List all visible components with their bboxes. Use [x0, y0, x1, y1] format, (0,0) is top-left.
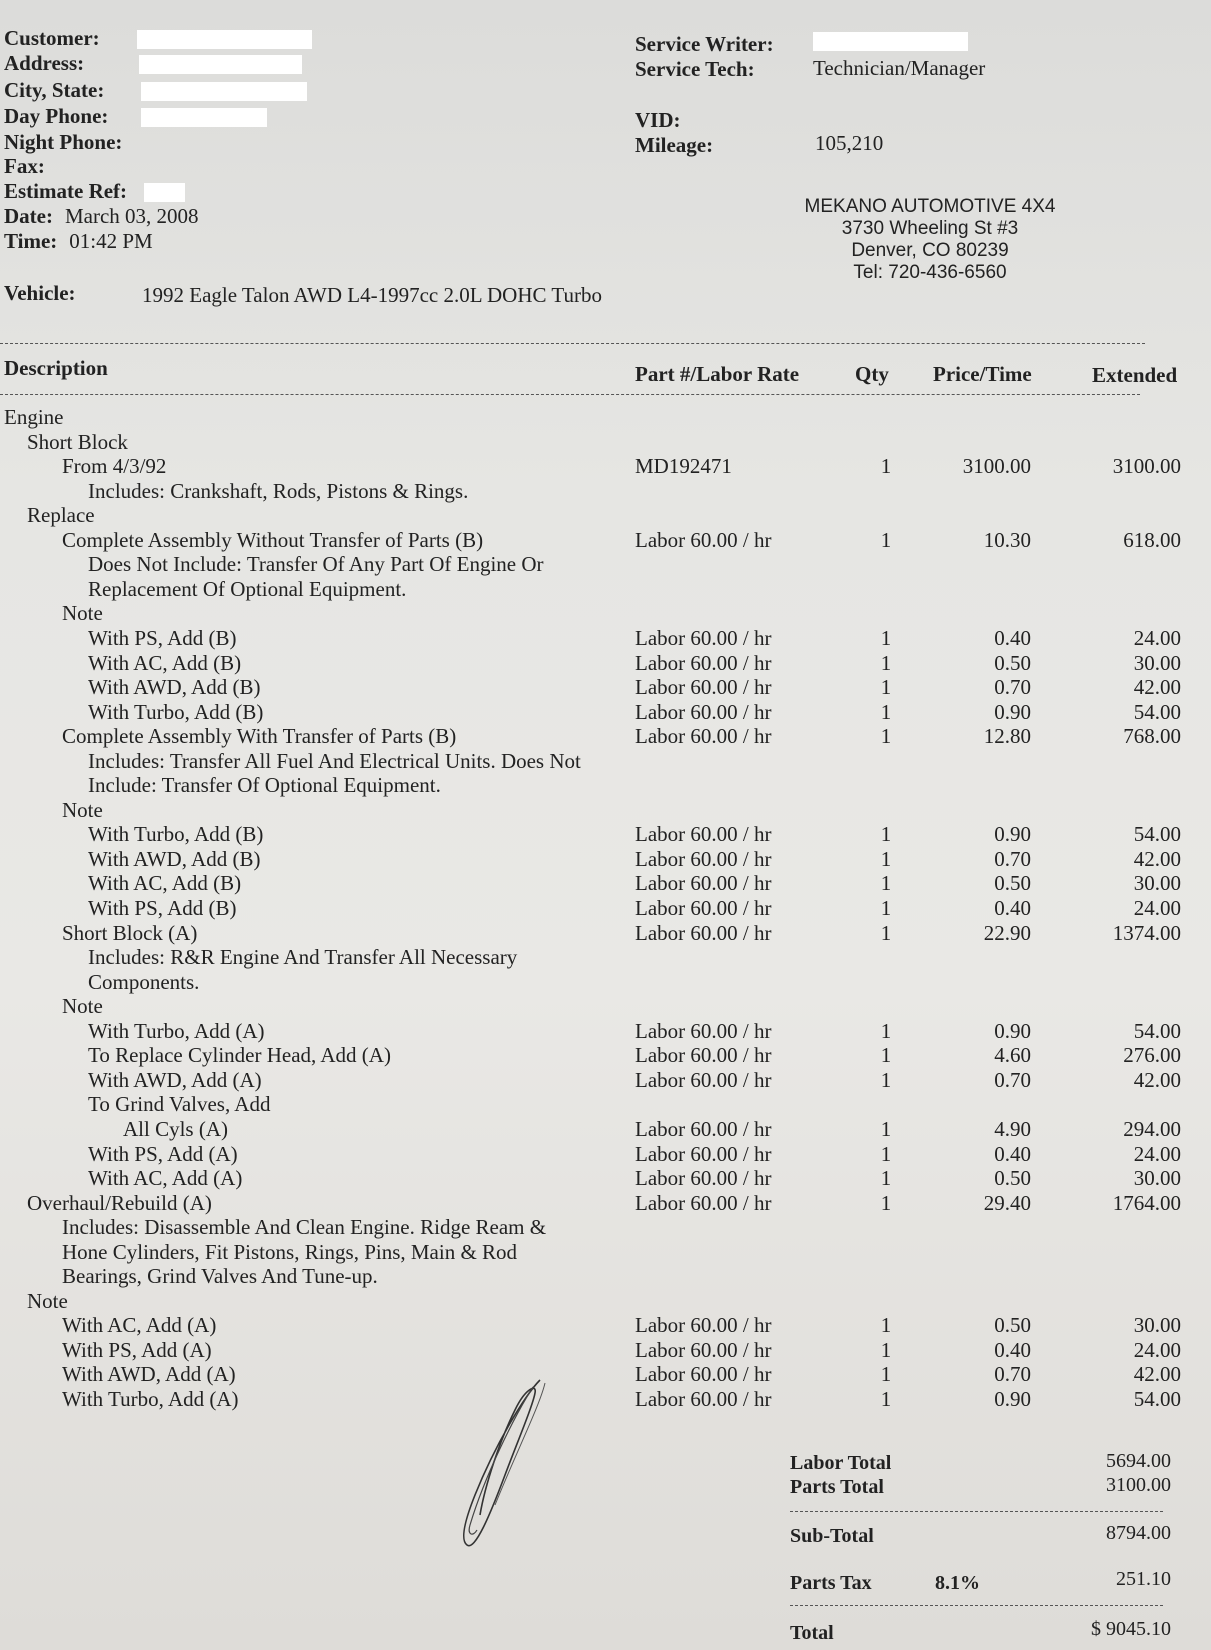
- line-qty: 1: [880, 1043, 892, 1068]
- line-part-labor-rate: Labor 60.00 / hr: [635, 1067, 772, 1092]
- time-label: Time:: [4, 229, 58, 253]
- line-item-row: [0, 577, 1211, 601]
- line-item-row: [0, 1264, 1211, 1288]
- line-item-row: [0, 1191, 1211, 1215]
- column-price-time: Price/Time: [933, 362, 1032, 386]
- totals-divider-2: [790, 1605, 1163, 1606]
- line-qty: 1: [880, 846, 892, 871]
- line-item-row: [0, 675, 1211, 699]
- line-item-row: [0, 405, 1211, 429]
- line-part-labor-rate: Labor 60.00 / hr: [635, 1116, 772, 1141]
- line-extended: 768.00: [1123, 724, 1181, 749]
- line-price-time: 0.70: [994, 1362, 1031, 1387]
- line-qty: 1: [880, 527, 892, 552]
- line-extended: 276.00: [1123, 1043, 1181, 1068]
- line-item-row: [0, 847, 1211, 871]
- parts-tax-rate: 8.1%: [935, 1572, 980, 1594]
- service-tech-value: Technician/Manager: [813, 56, 986, 80]
- column-qty: Qty: [855, 362, 889, 386]
- line-item-row: [0, 1215, 1211, 1239]
- fax-label: Fax:: [4, 154, 45, 178]
- line-extended: 1374.00: [1112, 920, 1181, 945]
- line-description: With PS, Add (B): [88, 625, 237, 650]
- line-description: Short Block (A): [62, 920, 198, 945]
- line-item-row: [0, 1092, 1211, 1116]
- line-price-time: 3100.00: [962, 454, 1031, 479]
- line-description: Overhaul/Rebuild (A): [27, 1190, 212, 1215]
- line-description: From 4/3/92: [62, 454, 167, 479]
- line-item-row: [0, 700, 1211, 724]
- line-part-labor-rate: Labor 60.00 / hr: [635, 1043, 772, 1068]
- line-qty: 1: [880, 699, 892, 724]
- line-qty: 1: [880, 1337, 892, 1362]
- total-value: $ 9045.10: [1091, 1618, 1171, 1640]
- line-part-labor-rate: Labor 60.00 / hr: [635, 896, 772, 920]
- line-description: Engine: [4, 405, 64, 429]
- day-phone-label: Day Phone:: [4, 104, 109, 128]
- line-price-time: 0.90: [994, 699, 1031, 724]
- line-description: Includes: Transfer All Fuel And Electrical Units. Does Not: [88, 748, 581, 773]
- line-price-time: 0.90: [994, 822, 1031, 847]
- line-qty: 1: [880, 650, 892, 675]
- line-extended: 42.00: [1133, 675, 1181, 700]
- line-description: Replace: [27, 503, 95, 528]
- subtotal-label: Sub-Total: [790, 1525, 874, 1547]
- line-description: Note: [62, 601, 103, 626]
- line-extended: 24.00: [1133, 896, 1181, 920]
- line-qty: 1: [880, 1313, 892, 1338]
- line-extended: 1764.00: [1112, 1190, 1181, 1215]
- line-item-row: [0, 454, 1211, 478]
- line-description: Hone Cylinders, Fit Pistons, Rings, Pins, Main & Rod: [62, 1239, 518, 1264]
- line-price-time: 0.90: [994, 1387, 1031, 1411]
- line-description: With AWD, Add (A): [88, 1067, 262, 1092]
- line-description: All Cyls (A): [123, 1116, 228, 1141]
- line-item-row: [0, 1068, 1211, 1092]
- line-qty: 1: [880, 625, 892, 650]
- line-item-row: [0, 1289, 1211, 1313]
- line-extended: 54.00: [1133, 699, 1181, 724]
- line-item-row: [0, 1043, 1211, 1067]
- customer-label: Customer:: [4, 26, 100, 50]
- line-part-labor-rate: Labor 60.00 / hr: [635, 699, 772, 724]
- line-description: With PS, Add (A): [62, 1337, 212, 1362]
- line-item-row: [0, 822, 1211, 846]
- line-price-time: 0.50: [994, 650, 1031, 675]
- line-description: Note: [27, 1288, 68, 1313]
- header-divider-bottom: [0, 394, 1140, 395]
- shop-city: Denver, CO 80239: [851, 240, 1009, 261]
- totals-divider-1: [790, 1511, 1163, 1512]
- parts-total-label: Parts Total: [790, 1476, 884, 1498]
- line-extended: 42.00: [1133, 1067, 1181, 1092]
- line-extended: 42.00: [1133, 846, 1181, 871]
- line-item-row: [0, 773, 1211, 797]
- line-description: Bearings, Grind Valves And Tune-up.: [62, 1264, 378, 1289]
- line-part-labor-rate: Labor 60.00 / hr: [635, 675, 772, 700]
- line-description: To Grind Valves, Add: [88, 1092, 271, 1117]
- column-description: Description: [4, 356, 108, 380]
- time-field: [4, 229, 153, 254]
- line-part-labor-rate: Labor 60.00 / hr: [635, 625, 772, 650]
- line-part-labor-rate: Labor 60.00 / hr: [635, 1362, 772, 1387]
- city-state-label: City, State:: [4, 78, 105, 102]
- line-part-labor-rate: MD192471: [635, 454, 732, 479]
- date-label: Date:: [4, 204, 53, 228]
- vid-label: VID:: [635, 108, 681, 132]
- line-item-row: [0, 601, 1211, 625]
- column-part-labor-rate: Part #/Labor Rate: [635, 362, 800, 386]
- line-item-row: [0, 1142, 1211, 1166]
- parts-total-value: 3100.00: [1106, 1474, 1171, 1496]
- line-extended: 24.00: [1133, 1337, 1181, 1362]
- line-part-labor-rate: Labor 60.00 / hr: [635, 920, 772, 945]
- line-qty: 1: [880, 724, 892, 749]
- line-item-row: [0, 1240, 1211, 1264]
- shop-street: 3730 Wheeling St #3: [841, 218, 1019, 239]
- line-description: With AC, Add (A): [62, 1313, 217, 1338]
- line-extended: 294.00: [1123, 1116, 1181, 1141]
- line-price-time: 4.60: [994, 1043, 1031, 1068]
- line-part-labor-rate: Labor 60.00 / hr: [635, 650, 772, 675]
- subtotal-value: 8794.00: [1106, 1522, 1171, 1544]
- line-description: With AC, Add (B): [88, 871, 242, 896]
- line-extended: 30.00: [1133, 1313, 1181, 1338]
- line-part-labor-rate: Labor 60.00 / hr: [635, 871, 772, 896]
- line-extended: 30.00: [1133, 1166, 1181, 1191]
- line-item-row: [0, 1362, 1211, 1386]
- shop-phone: Tel: 720-436-6560: [853, 262, 1007, 283]
- city-state-redaction: [141, 82, 307, 101]
- line-extended: 24.00: [1133, 1141, 1181, 1166]
- line-description: To Replace Cylinder Head, Add (A): [88, 1043, 391, 1068]
- line-part-labor-rate: Labor 60.00 / hr: [635, 724, 772, 749]
- line-item-row: [0, 552, 1211, 576]
- estimate-ref-label: Estimate Ref:: [4, 179, 128, 203]
- line-part-labor-rate: Labor 60.00 / hr: [635, 1018, 772, 1043]
- line-extended: 30.00: [1133, 650, 1181, 675]
- signature-mark: [455, 1375, 565, 1555]
- address-label: Address:: [4, 51, 85, 75]
- line-item-row: [0, 1387, 1211, 1411]
- line-description: With Turbo, Add (B): [88, 699, 264, 724]
- line-extended: 54.00: [1133, 822, 1181, 847]
- line-qty: 1: [880, 1362, 892, 1387]
- line-price-time: 0.70: [994, 675, 1031, 700]
- vehicle-label: Vehicle:: [4, 281, 76, 305]
- line-part-labor-rate: Labor 60.00 / hr: [635, 527, 772, 552]
- line-qty: 1: [880, 1190, 892, 1215]
- line-price-time: 0.40: [994, 896, 1031, 920]
- line-extended: 24.00: [1133, 625, 1181, 650]
- line-price-time: 0.40: [994, 1337, 1031, 1362]
- mileage-value: 105,210: [815, 131, 884, 155]
- line-qty: 1: [880, 822, 892, 847]
- line-price-time: 29.40: [983, 1190, 1031, 1215]
- line-item-row: [0, 503, 1211, 527]
- line-part-labor-rate: Labor 60.00 / hr: [635, 846, 772, 871]
- line-qty: 1: [880, 1116, 892, 1141]
- time-value: 01:42 PM: [69, 229, 153, 253]
- line-qty: 1: [880, 1141, 892, 1166]
- line-extended: 618.00: [1123, 527, 1181, 552]
- line-item-row: [0, 798, 1211, 822]
- line-price-time: 4.90: [994, 1116, 1031, 1141]
- line-description: With AC, Add (B): [88, 650, 242, 675]
- line-qty: 1: [880, 1067, 892, 1092]
- vehicle-value: 1992 Eagle Talon AWD L4-1997cc 2.0L DOHC Turbo: [142, 283, 602, 307]
- line-item-row: [0, 970, 1211, 994]
- line-description: With AWD, Add (B): [88, 846, 261, 871]
- line-qty: 1: [880, 896, 892, 920]
- line-description: With AWD, Add (B): [88, 675, 261, 700]
- line-extended: 3100.00: [1112, 454, 1181, 479]
- line-description: Replacement Of Optional Equipment.: [88, 576, 407, 601]
- line-description: Includes: Crankshaft, Rods, Pistons & Rings.: [88, 478, 469, 503]
- line-part-labor-rate: Labor 60.00 / hr: [635, 1387, 772, 1411]
- line-price-time: 0.70: [994, 846, 1031, 871]
- line-qty: 1: [880, 675, 892, 700]
- line-item-row: [0, 724, 1211, 748]
- line-part-labor-rate: Labor 60.00 / hr: [635, 822, 772, 847]
- night-phone-label: Night Phone:: [4, 130, 123, 154]
- line-description: Includes: Disassemble And Clean Engine. Ridge Ream &: [62, 1215, 547, 1240]
- line-item-row: [0, 1117, 1211, 1141]
- line-price-time: 0.50: [994, 1313, 1031, 1338]
- mileage-label: Mileage:: [635, 133, 714, 157]
- line-description: With PS, Add (B): [88, 896, 237, 920]
- line-extended: 54.00: [1133, 1018, 1181, 1043]
- line-description: With Turbo, Add (A): [62, 1387, 239, 1411]
- line-description: Components.: [88, 969, 200, 994]
- line-item-row: [0, 1019, 1211, 1043]
- line-extended: 30.00: [1133, 871, 1181, 896]
- day-phone-redaction: [141, 108, 267, 127]
- line-part-labor-rate: Labor 60.00 / hr: [635, 1313, 772, 1338]
- customer-redaction: [137, 30, 312, 49]
- line-item-row: [0, 1338, 1211, 1362]
- line-qty: 1: [880, 1387, 892, 1411]
- line-qty: 1: [880, 871, 892, 896]
- column-extended: Extended: [1092, 363, 1178, 387]
- line-item-row: [0, 994, 1211, 1018]
- line-price-time: 0.50: [994, 1166, 1031, 1191]
- shop-address-block: [770, 196, 1090, 284]
- estimate-ref-redaction: [144, 183, 185, 202]
- parts-tax-value: 251.10: [1116, 1568, 1171, 1590]
- line-item-row: [0, 896, 1211, 920]
- line-description: With AC, Add (A): [88, 1166, 243, 1191]
- line-item-row: [0, 430, 1211, 454]
- service-tech-label: Service Tech:: [635, 57, 755, 81]
- line-price-time: 0.40: [994, 625, 1031, 650]
- line-description: Does Not Include: Transfer Of Any Part Of Engine Or: [88, 552, 544, 577]
- line-description: Complete Assembly Without Transfer of Parts (B): [62, 527, 484, 552]
- line-qty: 1: [880, 920, 892, 945]
- line-qty: 1: [880, 1018, 892, 1043]
- line-description: Include: Transfer Of Optional Equipment.: [88, 773, 441, 798]
- service-writer-label: Service Writer:: [635, 32, 774, 56]
- line-part-labor-rate: Labor 60.00 / hr: [635, 1141, 772, 1166]
- labor-total-value: 5694.00: [1106, 1450, 1171, 1472]
- line-qty: 1: [880, 454, 892, 479]
- line-price-time: 0.40: [994, 1141, 1031, 1166]
- total-label: Total: [790, 1622, 834, 1644]
- line-price-time: 0.90: [994, 1018, 1031, 1043]
- line-price-time: 0.70: [994, 1067, 1031, 1092]
- line-price-time: 0.50: [994, 871, 1031, 896]
- line-item-row: [0, 479, 1211, 503]
- labor-total-label: Labor Total: [790, 1452, 892, 1474]
- line-description: Complete Assembly With Transfer of Parts (B): [62, 724, 457, 749]
- line-description: Short Block: [27, 429, 128, 454]
- line-description: With PS, Add (A): [88, 1141, 238, 1166]
- line-part-labor-rate: Labor 60.00 / hr: [635, 1337, 772, 1362]
- date-field: [4, 204, 199, 229]
- line-item-row: [0, 626, 1211, 650]
- service-writer-redaction: [813, 32, 968, 51]
- line-item-row: [0, 651, 1211, 675]
- line-item-row: [0, 749, 1211, 773]
- line-part-labor-rate: Labor 60.00 / hr: [635, 1190, 772, 1215]
- line-description: Note: [62, 797, 103, 822]
- date-value: March 03, 2008: [64, 204, 199, 228]
- line-item-row: [0, 871, 1211, 895]
- line-description: Note: [62, 994, 103, 1019]
- line-part-labor-rate: Labor 60.00 / hr: [635, 1166, 772, 1191]
- line-extended: 42.00: [1133, 1362, 1181, 1387]
- line-description: With AWD, Add (A): [62, 1362, 236, 1387]
- address-redaction: [139, 55, 302, 74]
- line-item-row: [0, 528, 1211, 552]
- line-item-row: [0, 945, 1211, 969]
- line-item-row: [0, 1313, 1211, 1337]
- header-divider-top: [0, 343, 1145, 344]
- line-price-time: 12.80: [983, 724, 1031, 749]
- line-price-time: 10.30: [983, 527, 1031, 552]
- line-description: With Turbo, Add (B): [88, 822, 264, 847]
- line-description: With Turbo, Add (A): [88, 1018, 265, 1043]
- line-item-row: [0, 921, 1211, 945]
- shop-name: MEKANO AUTOMOTIVE 4X4: [804, 196, 1056, 217]
- line-qty: 1: [880, 1166, 892, 1191]
- line-item-row: [0, 1166, 1211, 1190]
- line-extended: 54.00: [1133, 1387, 1181, 1411]
- line-price-time: 22.90: [983, 920, 1031, 945]
- parts-tax-label: Parts Tax: [790, 1572, 872, 1594]
- line-description: Includes: R&R Engine And Transfer All Necessary: [88, 945, 518, 970]
